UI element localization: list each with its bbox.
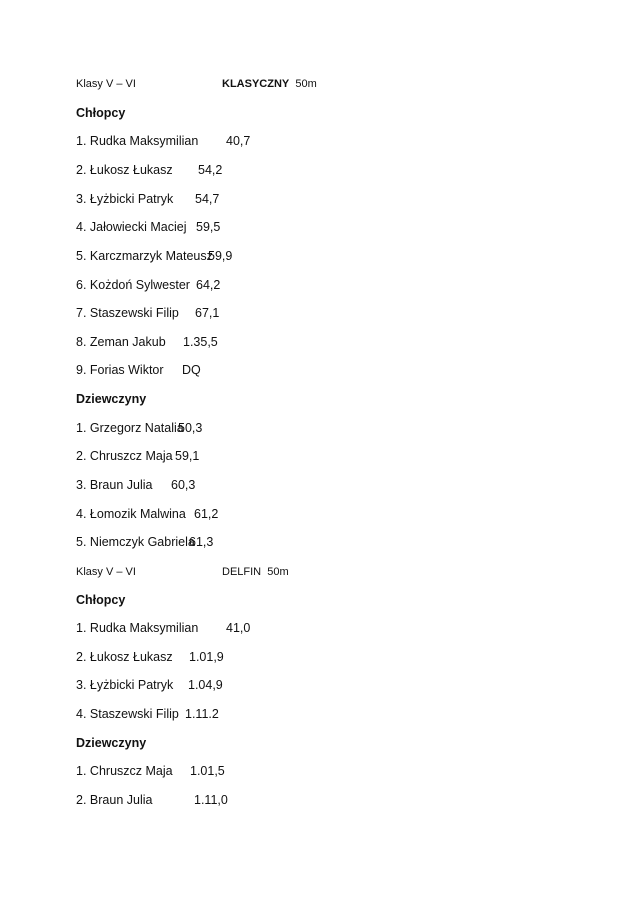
entry-name: Zeman Jakub [89, 335, 166, 349]
list-item [76, 249, 233, 263]
entry-rank: 6. [76, 278, 87, 292]
entry-time: 61,2 [194, 507, 219, 521]
list-item [76, 793, 228, 807]
entry-name: Rudka Maksymilian [89, 621, 199, 635]
entry-name: Staszewski Filip [89, 707, 179, 721]
list-item [76, 449, 200, 463]
group-title: Chłopcy [76, 106, 126, 120]
entry-rank: 9. [76, 363, 87, 377]
entry-time: 1.01,9 [189, 650, 224, 664]
event-distance: 50m [267, 566, 289, 578]
entry-name: Forias Wiktor [89, 363, 164, 377]
list-item [76, 678, 223, 692]
entry-rank: 1. [76, 621, 87, 635]
list-item [76, 278, 221, 292]
entry-rank: 2. [76, 449, 87, 463]
entry-time: 54,2 [198, 163, 223, 177]
list-item [76, 535, 214, 549]
entry-rank: 3. [76, 478, 87, 492]
entry-rank: 4. [76, 220, 87, 234]
entry-name: Kożdoń Sylwester [89, 278, 190, 292]
entry-rank: 5. [76, 535, 87, 549]
entry-rank: 4. [76, 507, 87, 521]
list-item [76, 621, 251, 635]
entry-rank: 4. [76, 707, 87, 721]
entry-name: Łukosz Łukasz [89, 163, 173, 177]
entry-time: 1.01,5 [190, 764, 225, 778]
group-title: Chłopcy [76, 593, 126, 607]
event-style: DELFIN [222, 566, 262, 578]
entry-rank: 1. [76, 421, 87, 435]
entry-time: 1.04,9 [188, 678, 223, 692]
entry-name: Łukosz Łukasz [89, 650, 173, 664]
entry-name: Chruszcz Maja [89, 449, 173, 463]
entry-rank: 2. [76, 163, 87, 177]
entry-time: DQ [182, 363, 201, 377]
entry-name: Łyżbicki Patryk [89, 678, 174, 692]
entry-name: Łomozik Malwina [89, 507, 186, 521]
entry-time: 59,9 [208, 249, 233, 263]
event-label [222, 77, 317, 91]
list-item [76, 335, 218, 349]
entry-time: 1.11,0 [194, 793, 228, 807]
entry-rank: 3. [76, 192, 87, 206]
list-item [76, 163, 223, 177]
class-label: Klasy V – VI [76, 566, 136, 578]
entry-name: Rudka Maksymilian [89, 134, 199, 148]
entry-rank: 3. [76, 678, 87, 692]
entry-name: Braun Julia [89, 478, 153, 492]
class-label: Klasy V – VI [76, 78, 136, 90]
entry-name: Staszewski Filip [89, 306, 179, 320]
list-item [76, 421, 203, 435]
entry-name: Jałowiecki Maciej [89, 220, 187, 234]
entry-time: 40,7 [226, 134, 251, 148]
event-label [222, 565, 289, 579]
entry-time: 50,3 [178, 421, 203, 435]
event-distance: 50m [295, 78, 317, 90]
list-item [76, 764, 225, 778]
entry-name: Grzegorz Natalia [89, 421, 184, 435]
list-item [76, 650, 224, 664]
entry-rank: 5. [76, 249, 87, 263]
event-style: KLASYCZNY [222, 78, 290, 90]
entry-name: Karczmarzyk Mateusz [89, 249, 213, 263]
entry-time: 64,2 [196, 278, 221, 292]
section-header [76, 565, 289, 579]
entry-time: 59,5 [196, 220, 221, 234]
entry-rank: 7. [76, 306, 87, 320]
entry-time: 61,3 [189, 535, 214, 549]
entry-rank: 1. [76, 134, 87, 148]
entry-time: 1.35,5 [183, 335, 218, 349]
section-header [76, 77, 317, 91]
entry-time: 60,3 [171, 478, 196, 492]
list-item [76, 220, 221, 234]
entry-name: Chruszcz Maja [89, 764, 173, 778]
entry-rank: 2. [76, 650, 87, 664]
list-item [76, 363, 201, 377]
entry-time: 59,1 [175, 449, 200, 463]
group-title: Dziewczyny [76, 392, 147, 406]
entry-time: 67,1 [195, 306, 220, 320]
list-item [76, 507, 219, 521]
entry-time: 1.11.2 [185, 707, 219, 721]
list-item [76, 192, 220, 206]
entry-rank: 1. [76, 764, 87, 778]
entry-rank: 2. [76, 793, 87, 807]
list-item [76, 478, 196, 492]
entry-time: 54,7 [195, 192, 220, 206]
entry-name: Braun Julia [89, 793, 153, 807]
entry-time: 41,0 [226, 621, 251, 635]
list-item [76, 134, 251, 148]
group-title: Dziewczyny [76, 736, 147, 750]
entry-name: Niemczyk Gabriela [89, 535, 195, 549]
entry-name: Łyżbicki Patryk [89, 192, 174, 206]
list-item [76, 707, 219, 721]
list-item [76, 306, 220, 320]
entry-rank: 8. [76, 335, 87, 349]
